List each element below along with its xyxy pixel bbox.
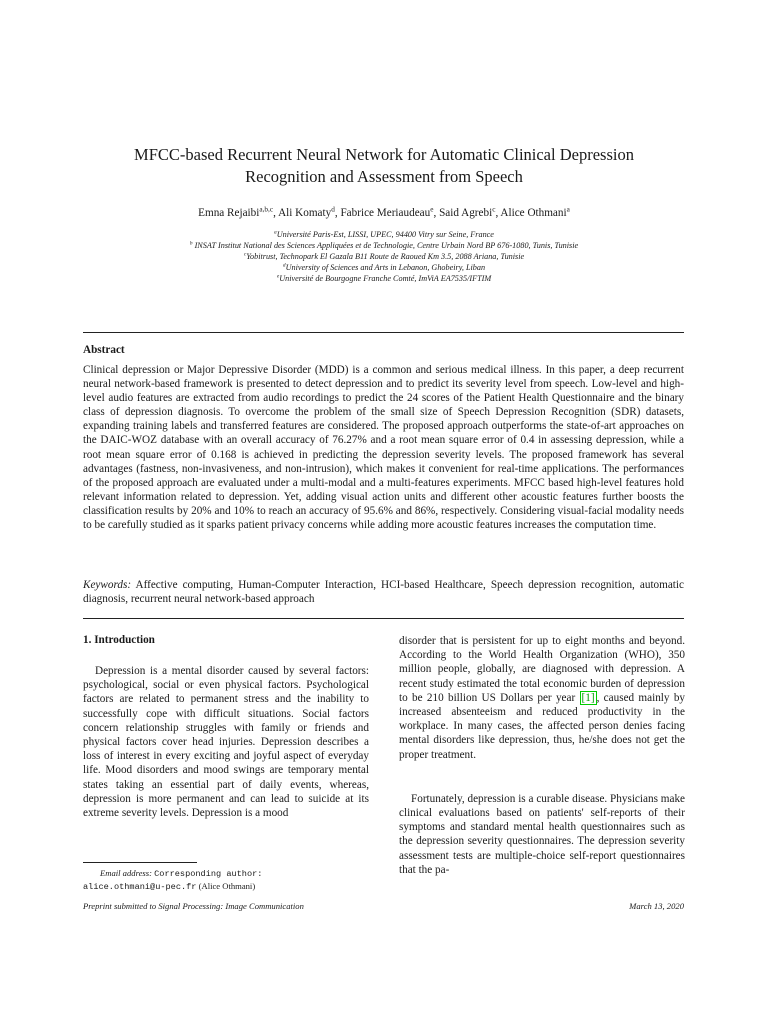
divider [83,618,684,619]
author: Alice Othmani$^a$ [500,205,570,219]
footer-date: March 13, 2020 [629,901,684,911]
affiliation: $^c$Yobitrust, Technopark El Gazala B11 Route de Raoued Km 3.5, 2088 Ariana, Tunisie [243,251,525,261]
footnote: Email address: Corresponding author: alice.othmani@u-pec.fr (Alice Othmani) [83,868,263,892]
affiliations [60,229,708,284]
affiliation: $^d$University of Sciences and Arts in Lebanon, Ghobeiry, Liban [282,262,486,272]
right-column [399,634,685,877]
footnote-label: Email address: [100,868,152,878]
abstract-text: Clinical depression or Major Depressive Disorder (MDD) is a common and serious medical illness. In this paper, a deep recurrent neural network-based framework is presented to detect depression and to predict its severity level from speech. Low-level and high-level audio features are extracted from audio recordings to predict the 24 scores of the Patient Health Questionnaire and the binary class of depression diagnosis. To overcome the problem of the small size of Speech Depression Recognition (SDR) datasets, expanding training labels and transferred features are considered. The proposed approach outperforms the state-of-art approaches on the DAIC-WOZ database with an overall accuracy of 76.27% and a root mean square error of 0.4 in assessing depression, while a root mean square error of 0.168 is achieved in predicting the depression severity levels. The proposed framework has several advantages (fastness, non-invasiveness, and non-intrusion), which makes it convenient for real-time applications. The performances of the proposed approach are evaluated under a multi-modal and a multi-features experiments. MFCC based high-level features hold relevant information related to depression. Yet, adding visual action units and different other acoustic features further boosts the classification results by 20% and 10% to reach an accuracy of 95.6% and 86%, respectively. Considering visual-facial modality needs to be carefully studied as it sparks patient privacy concerns while adding more acoustic features increases the computation time. [83,364,684,532]
keywords-label: Keywords: [83,579,132,591]
author: Emna Rejaibi$^{a,b,c}$, [198,205,279,219]
affiliation: $^a$Université Paris-Est, LISSI, UPEC, 94400 Vitry sur Seine, France [274,229,494,239]
keywords-text: Affective computing, Human-Computer Interaction, HCI-based Healthcare, Speech depression recognition, automatic diagnosis, recurrent neural network-based approach [83,579,684,606]
title-line-1: MFCC-based Recurrent Neural Network for Automatic Clinical Depression [134,145,634,164]
intro-paragraph-3: Fortunately, depression is a curable disease. Physicians make clinical evaluations based on patients' self-reports of their symptoms and standard mental health questionnaires such as the depression severity questionnaires. The depression severity assessment tests are multiple-choice self-report questionnaires that the pa- [399,792,685,876]
author: Ali Komaty$^d$, [278,205,341,219]
author-list [60,206,708,220]
divider [83,332,684,333]
citation-link[interactable]: [1] [581,691,595,704]
author: Fabrice Meriaudeau$^e$, [340,205,440,219]
title-line-2: Recognition and Assessment from Speech [245,167,523,186]
paper-title [60,144,708,188]
left-column [83,664,369,820]
footnote-divider [83,862,197,863]
footer-journal: Preprint submitted to Signal Processing: Image Communication [83,901,304,911]
abstract-heading: Abstract [83,344,125,356]
author: Said Agrebi$^c$, [439,205,501,219]
affiliation: $^e$Université de Bourgogne Franche Comté, ImViA EA7535/IFTIM [276,273,492,283]
email-link[interactable]: alice.othmani@u-pec.fr [83,882,197,892]
section-heading-introduction: 1. Introduction [83,634,155,646]
intro-paragraph-1: Depression is a mental disorder caused by several factors: psychological, social or even physical factors. Psychological factors are related to permanent stress and the inability to successfully cope with difficult situations. Social factors concern relationship struggles with family or friends and physical factors cover head injuries. Depression describes a loss of interest in every exciting and joyful aspect of everyday life. Mood disorders and mood swings are temporary mental states taking an essential part of daily events, whereas, depression is more permanent and can lead to suicide at its extreme severity levels. Depression is a mood [83,665,369,820]
affiliation: $^b$ INSAT Institut National des Sciences Appliquées et de Technologie, Centre Urbain Nord BP 676-1080, Tunis, Tunisie [189,240,579,250]
intro-paragraph-2: disorder that is persistent for up to eight months and beyond. According to the World Health Organization (WHO), 350 million people, globally, are diagnosed with depression. A recent study estimated the total economic burden of depression to be 210 billion US Dollars per year [1] , caused mainly by increased absenteeism and reduced productivity in the workplace. In many cases, the affected person denies facing mental disorders like depression, thus, he/she does not get the proper treatment. [399,635,686,761]
keywords [83,578,684,606]
